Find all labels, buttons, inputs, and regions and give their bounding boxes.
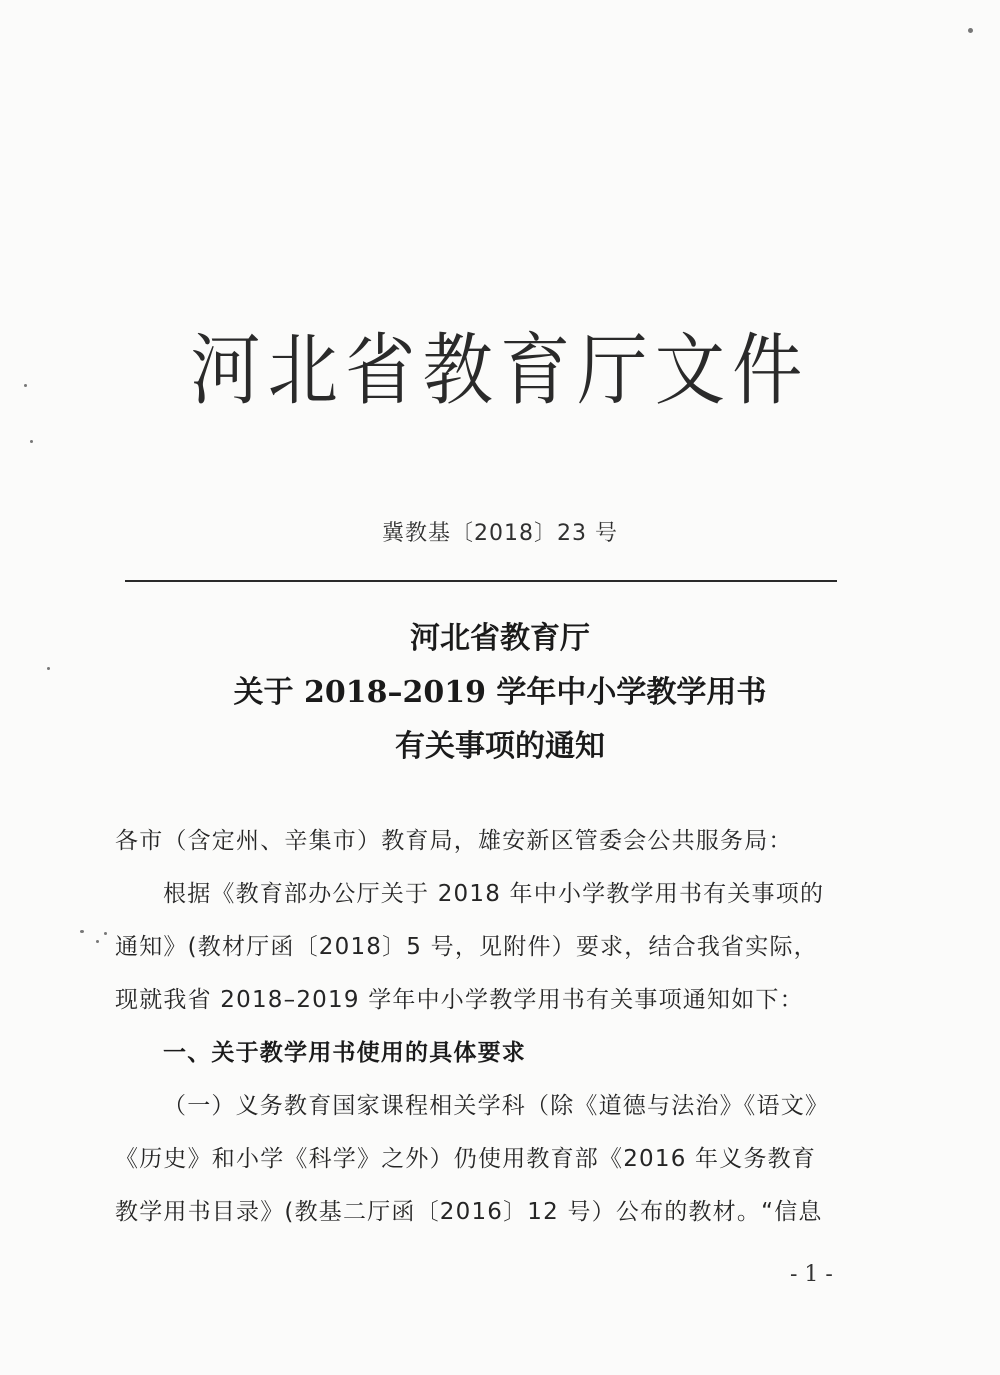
scan-speck bbox=[104, 932, 107, 935]
paragraph-line: 教学用书目录》(教基二厅函〔2016〕12 号）公布的教材。“信息 bbox=[115, 1199, 823, 1225]
masthead-title: 河北省教育厅文件 bbox=[190, 326, 810, 416]
scan-speck bbox=[47, 667, 50, 670]
scan-speck bbox=[24, 384, 27, 387]
notice-title bbox=[0, 612, 1000, 774]
paragraph-line: （一）义务教育国家课程相关学科（除《道德与法治》《语文》 bbox=[163, 1093, 830, 1119]
document-number: 冀教基〔2018〕23 号 bbox=[382, 521, 618, 546]
scan-speck bbox=[96, 940, 99, 943]
salutation-line: 各市（含定州、辛集市）教育局，雄安新区管委会公共服务局： bbox=[115, 828, 793, 854]
page-number: - 1 - bbox=[790, 1262, 833, 1287]
scan-speck bbox=[80, 930, 84, 933]
scan-speck bbox=[30, 440, 33, 443]
title-line: 关于 2018–2019 学年中小学教学用书 bbox=[233, 675, 767, 710]
paragraph-line: 《历史》和小学《科学》之外）仍使用教育部《2016 年义务教育 bbox=[115, 1146, 817, 1172]
paragraph-line: 现就我省 2018–2019 学年中小学教学用书有关事项通知如下： bbox=[115, 987, 804, 1013]
paragraph-line: 根据《教育部办公厅关于 2018 年中小学教学用书有关事项的 bbox=[163, 881, 825, 907]
separator-rule bbox=[125, 580, 837, 582]
paragraph-line: 通知》(教材厅函〔2018〕5 号，见附件）要求，结合我省实际， bbox=[115, 934, 818, 960]
scan-speck bbox=[968, 28, 973, 33]
title-line: 有关事项的通知 bbox=[395, 729, 605, 764]
title-line: 河北省教育厅 bbox=[410, 621, 590, 656]
section-heading: 一、关于教学用书使用的具体要求 bbox=[163, 1040, 526, 1066]
